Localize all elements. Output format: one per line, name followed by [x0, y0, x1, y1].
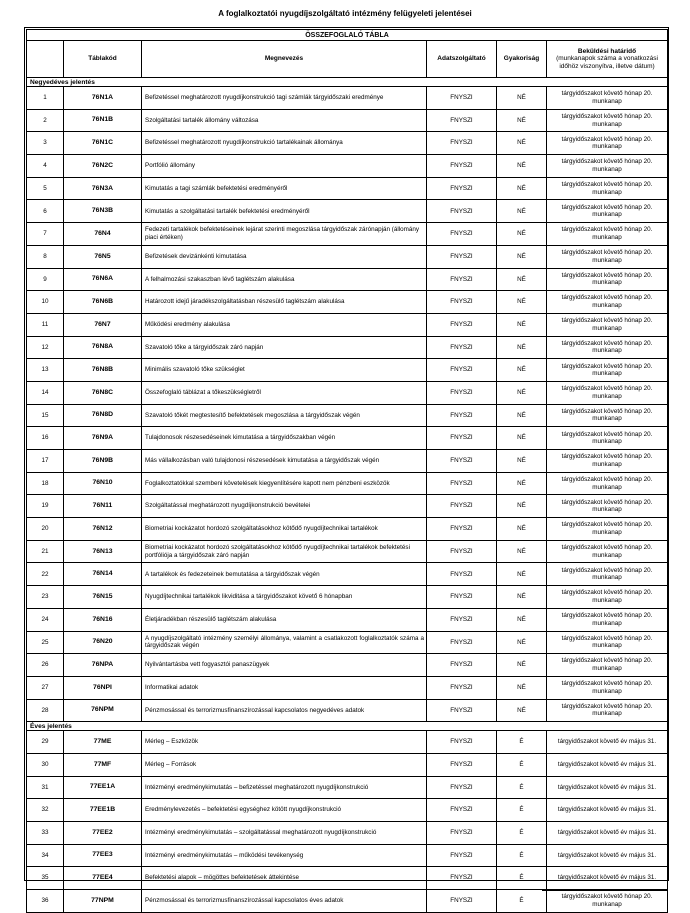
- table-name: Életjáradékban részesülő taglétszám alakulása: [142, 608, 427, 631]
- data-provider: FNYSZI: [427, 844, 497, 867]
- frequency: É: [497, 890, 547, 913]
- data-provider: FNYSZI: [427, 336, 497, 359]
- deadline: tárgyidőszakot követő év május 31.: [547, 844, 668, 867]
- table-name: Intézményi eredménykimutatás – működési tevékenység: [142, 844, 427, 867]
- data-provider: FNYSZI: [427, 654, 497, 677]
- table-name: Befizetéssel meghatározott nyugdíjkonstrukció tartalékainak állománya: [142, 132, 427, 155]
- table-row: [27, 799, 668, 822]
- table-code: 76N4: [64, 223, 142, 246]
- deadline: tárgyidőszakot követő hónap 20. munkanap: [547, 381, 668, 404]
- table-row: [27, 867, 668, 890]
- table-row: [27, 890, 668, 913]
- footer-rule: [542, 890, 668, 891]
- table-code: 76N5: [64, 245, 142, 268]
- row-number: 17: [27, 450, 64, 473]
- table-name: Informatikai adatok: [142, 676, 427, 699]
- deadline: tárgyidőszakot követő hónap 20. munkanap: [547, 291, 668, 314]
- table-name: Szolgáltatási tartalék állomány változása: [142, 109, 427, 132]
- table-row: [27, 822, 668, 845]
- deadline: tárgyidőszakot követő hónap 20. munkanap: [547, 654, 668, 677]
- frequency: NÉ: [497, 631, 547, 654]
- table-name: Szavatoló tőkét megtestesítő befektetések megoszlása a tárgyidőszak végén: [142, 404, 427, 427]
- table-name: Nyilvántartásba vett fogyasztói panaszügyek: [142, 654, 427, 677]
- frequency: NÉ: [497, 518, 547, 541]
- table-row: [27, 608, 668, 631]
- section-title: Negyedéves jelentés: [27, 78, 668, 87]
- data-provider: FNYSZI: [427, 381, 497, 404]
- frequency: NÉ: [497, 540, 547, 563]
- deadline: tárgyidőszakot követő hónap 20. munkanap: [547, 450, 668, 473]
- table-row: [27, 699, 668, 722]
- table-code: 76NPA: [64, 654, 142, 677]
- table-code: 76N8A: [64, 336, 142, 359]
- header-deadline: [547, 41, 668, 78]
- data-provider: FNYSZI: [427, 631, 497, 654]
- data-provider: FNYSZI: [427, 586, 497, 609]
- table-row: [27, 155, 668, 178]
- table-name: Mérleg – Eszközök: [142, 731, 427, 754]
- deadline: tárgyidőszakot követő hónap 20. munkanap: [547, 109, 668, 132]
- frequency: É: [497, 753, 547, 776]
- table-row: [27, 291, 668, 314]
- row-number: 3: [27, 132, 64, 155]
- table-name: Működési eredmény alakulása: [142, 313, 427, 336]
- table-code: 76N11: [64, 495, 142, 518]
- frequency: NÉ: [497, 155, 547, 178]
- table-row: [27, 404, 668, 427]
- row-number: 30: [27, 753, 64, 776]
- frequency: É: [497, 776, 547, 799]
- row-number: 22: [27, 563, 64, 586]
- deadline: tárgyidőszakot követő hónap 20. munkanap: [547, 563, 668, 586]
- row-number: 16: [27, 427, 64, 450]
- data-provider: FNYSZI: [427, 313, 497, 336]
- row-number: 24: [27, 608, 64, 631]
- data-provider: FNYSZI: [427, 245, 497, 268]
- data-provider: FNYSZI: [427, 890, 497, 913]
- row-number: 6: [27, 200, 64, 223]
- header-deadline-subtitle: (munkanapok száma a vonatkozási időhöz viszonyítva, illetve dátum): [556, 55, 658, 70]
- row-number: 27: [27, 676, 64, 699]
- deadline: tárgyidőszakot követő hónap 20. munkanap: [547, 87, 668, 110]
- data-provider: FNYSZI: [427, 563, 497, 586]
- data-provider: FNYSZI: [427, 177, 497, 200]
- row-number: 12: [27, 336, 64, 359]
- section-title: Éves jelentés: [27, 722, 668, 731]
- table-name: Foglalkoztatókkal szembeni követelések kiegyenlítésére kapott nem pénzbeni eszközök: [142, 472, 427, 495]
- deadline: tárgyidőszakot követő hónap 20. munkanap: [547, 245, 668, 268]
- table-code: 76N1A: [64, 87, 142, 110]
- table-row: [27, 676, 668, 699]
- deadline: tárgyidőszakot követő hónap 20. munkanap: [547, 132, 668, 155]
- row-number: 34: [27, 844, 64, 867]
- data-provider: FNYSZI: [427, 495, 497, 518]
- table-row: [27, 313, 668, 336]
- table-row: [27, 495, 668, 518]
- row-number: 31: [27, 776, 64, 799]
- frequency: É: [497, 731, 547, 754]
- row-number: 2: [27, 109, 64, 132]
- table-code: 77EE2: [64, 822, 142, 845]
- frequency: É: [497, 799, 547, 822]
- row-number: 29: [27, 731, 64, 754]
- deadline: tárgyidőszakot követő hónap 20. munkanap: [547, 427, 668, 450]
- deadline: tárgyidőszakot követő hónap 20. munkanap: [547, 890, 668, 913]
- page-title: A foglalkoztatói nyugdíjszolgáltató intézmény felügyeleti jelentései: [218, 9, 472, 18]
- data-provider: FNYSZI: [427, 518, 497, 541]
- table-body: [27, 78, 668, 913]
- table-name: Kimutatás a szolgáltatási tartalék befektetési eredményéről: [142, 200, 427, 223]
- frequency: NÉ: [497, 381, 547, 404]
- table-name: Más vállalkozásban való tulajdonosi részesedések kimutatása a tárgyidőszak végén: [142, 450, 427, 473]
- row-number: 10: [27, 291, 64, 314]
- table-name: Nyugdíjtechnikai tartalékok likviditása a tárgyidőszakot követő 6 hónapban: [142, 586, 427, 609]
- row-number: 13: [27, 359, 64, 382]
- row-number: 26: [27, 654, 64, 677]
- table-row: [27, 731, 668, 754]
- frequency: NÉ: [497, 223, 547, 246]
- table-name: Minimális szavatoló tőke szükséglet: [142, 359, 427, 382]
- table-code: 76N16: [64, 608, 142, 631]
- row-number: 8: [27, 245, 64, 268]
- deadline: tárgyidőszakot követő hónap 20. munkanap: [547, 223, 668, 246]
- table-code: 77ME: [64, 731, 142, 754]
- frequency: NÉ: [497, 313, 547, 336]
- frequency: NÉ: [497, 132, 547, 155]
- frequency: É: [497, 867, 547, 890]
- table-row: [27, 200, 668, 223]
- table-name: Eredménylevezetés – befektetési egységhez kötött nyugdíjkonstrukció: [142, 799, 427, 822]
- table-row: [27, 518, 668, 541]
- header-provider: Adatszolgáltató: [427, 41, 497, 78]
- row-number: 20: [27, 518, 64, 541]
- table-name: Biometriai kockázatot hordozó szolgáltatásokhoz kötődő nyugdíjtechnikai tartalékok befektetési portfóliója a tárgyidőszak záró napján: [142, 540, 427, 563]
- deadline: tárgyidőszakot követő év május 31.: [547, 731, 668, 754]
- table-name: Biometriai kockázatot hordozó szolgáltatásokhoz kötődő nyugdíjtechnikai tartalékok: [142, 518, 427, 541]
- table-row: [27, 245, 668, 268]
- header-code: Táblakód: [64, 41, 142, 78]
- data-provider: FNYSZI: [427, 731, 497, 754]
- table-row: [27, 223, 668, 246]
- data-provider: FNYSZI: [427, 87, 497, 110]
- data-provider: FNYSZI: [427, 427, 497, 450]
- table-row: [27, 540, 668, 563]
- frequency: NÉ: [497, 200, 547, 223]
- table-code: 76NPI: [64, 676, 142, 699]
- data-provider: FNYSZI: [427, 699, 497, 722]
- table-row: [27, 563, 668, 586]
- table-code: 76N14: [64, 563, 142, 586]
- frequency: NÉ: [497, 336, 547, 359]
- deadline: tárgyidőszakot követő hónap 20. munkanap: [547, 404, 668, 427]
- row-number: 15: [27, 404, 64, 427]
- row-number: 14: [27, 381, 64, 404]
- data-provider: FNYSZI: [427, 200, 497, 223]
- table-code: 76N13: [64, 540, 142, 563]
- table-row: [27, 631, 668, 654]
- table-name: Mérleg – Források: [142, 753, 427, 776]
- data-provider: FNYSZI: [427, 223, 497, 246]
- frequency: NÉ: [497, 404, 547, 427]
- table-code: 76N7: [64, 313, 142, 336]
- table-row: [27, 776, 668, 799]
- data-provider: FNYSZI: [427, 799, 497, 822]
- row-number: 7: [27, 223, 64, 246]
- table-name: Pénzmosással és terrorizmusfinanszírozással kapcsolatos éves adatok: [142, 890, 427, 913]
- table-row: [27, 336, 668, 359]
- frequency: É: [497, 844, 547, 867]
- frequency: NÉ: [497, 586, 547, 609]
- table-code: 76N1B: [64, 109, 142, 132]
- deadline: tárgyidőszakot követő hónap 20. munkanap: [547, 472, 668, 495]
- data-provider: FNYSZI: [427, 753, 497, 776]
- table-caption: ÖSSZEFOGLALÓ TÁBLA: [27, 30, 668, 41]
- table-name: Tulajdonosok részesedéseinek kimutatása a tárgyidőszakban végén: [142, 427, 427, 450]
- table-code: 76N6A: [64, 268, 142, 291]
- frequency: NÉ: [497, 291, 547, 314]
- frequency: NÉ: [497, 495, 547, 518]
- table-code: 77EE1A: [64, 776, 142, 799]
- data-provider: FNYSZI: [427, 676, 497, 699]
- table-name: Intézményi eredménykimutatás – szolgáltatással meghatározott nyugdíjkonstrukció: [142, 822, 427, 845]
- data-provider: FNYSZI: [427, 404, 497, 427]
- deadline: tárgyidőszakot követő hónap 20. munkanap: [547, 699, 668, 722]
- table-name: Fedezeti tartalékok befektetéseinek lejárat szerinti megoszlása tárgyidőszak zárónapján (állomány piaci értéken): [142, 223, 427, 246]
- deadline: tárgyidőszakot követő hónap 20. munkanap: [547, 359, 668, 382]
- table-code: 76N6B: [64, 291, 142, 314]
- section-row: [27, 78, 668, 87]
- table-row: [27, 753, 668, 776]
- frequency: NÉ: [497, 608, 547, 631]
- frequency: NÉ: [497, 699, 547, 722]
- frequency: NÉ: [497, 359, 547, 382]
- data-provider: FNYSZI: [427, 291, 497, 314]
- table-code: 76N3B: [64, 200, 142, 223]
- table-name: Szolgáltatással meghatározott nyugdíjkonstrukció bevételei: [142, 495, 427, 518]
- table-code: 76N8B: [64, 359, 142, 382]
- table-row: [27, 268, 668, 291]
- header-name: Megnevezés: [142, 41, 427, 78]
- frequency: NÉ: [497, 245, 547, 268]
- deadline: tárgyidőszakot követő év május 31.: [547, 822, 668, 845]
- deadline: tárgyidőszakot követő hónap 20. munkanap: [547, 540, 668, 563]
- row-number: 35: [27, 867, 64, 890]
- header-deadline-title: Beküldési határidő: [577, 47, 637, 55]
- table-code: 77EE3: [64, 844, 142, 867]
- row-number: 5: [27, 177, 64, 200]
- table-code: 76N12: [64, 518, 142, 541]
- deadline: tárgyidőszakot követő év május 31.: [547, 867, 668, 890]
- data-provider: FNYSZI: [427, 268, 497, 291]
- data-provider: FNYSZI: [427, 132, 497, 155]
- frequency: NÉ: [497, 563, 547, 586]
- table-code: 77NPM: [64, 890, 142, 913]
- table-name: Pénzmosással és terrorizmusfinanszírozással kapcsolatos negyedéves adatok: [142, 699, 427, 722]
- table-name: Összefoglaló táblázat a tőkeszükségletről: [142, 381, 427, 404]
- table-row: [27, 132, 668, 155]
- table-name: Portfólió állomány: [142, 155, 427, 178]
- data-provider: FNYSZI: [427, 867, 497, 890]
- table-code: 76N3A: [64, 177, 142, 200]
- table-code: 77EE1B: [64, 799, 142, 822]
- data-provider: FNYSZI: [427, 109, 497, 132]
- row-number: 19: [27, 495, 64, 518]
- deadline: tárgyidőszakot követő év május 31.: [547, 753, 668, 776]
- table-code: 76N9B: [64, 450, 142, 473]
- frequency: NÉ: [497, 427, 547, 450]
- table-name: A nyugdíjszolgáltató intézmény személyi állománya, valamint a csatlakozott foglalkoztatók száma a tárgyidőszak végén: [142, 631, 427, 654]
- table-row: [27, 450, 668, 473]
- table-row: [27, 654, 668, 677]
- table-code: 76N1C: [64, 132, 142, 155]
- table-code: 76N15: [64, 586, 142, 609]
- table-name: Befizetések devizánkénti kimutatása: [142, 245, 427, 268]
- deadline: tárgyidőszakot követő hónap 20. munkanap: [547, 336, 668, 359]
- table-code: 76N10: [64, 472, 142, 495]
- row-number: 21: [27, 540, 64, 563]
- data-provider: FNYSZI: [427, 450, 497, 473]
- data-provider: FNYSZI: [427, 608, 497, 631]
- table-code: 76N9A: [64, 427, 142, 450]
- deadline: tárgyidőszakot követő hónap 20. munkanap: [547, 200, 668, 223]
- deadline: tárgyidőszakot követő hónap 20. munkanap: [547, 608, 668, 631]
- data-provider: FNYSZI: [427, 822, 497, 845]
- data-provider: FNYSZI: [427, 776, 497, 799]
- row-number: 4: [27, 155, 64, 178]
- table-row: [27, 359, 668, 382]
- data-provider: FNYSZI: [427, 472, 497, 495]
- table-code: 76N8C: [64, 381, 142, 404]
- table-code: 76N8D: [64, 404, 142, 427]
- table-code: 77MF: [64, 753, 142, 776]
- deadline: tárgyidőszakot követő hónap 20. munkanap: [547, 313, 668, 336]
- table-name: A tartalékok és fedezeteinek bemutatása a tárgyidőszak végén: [142, 563, 427, 586]
- deadline: tárgyidőszakot követő hónap 20. munkanap: [547, 177, 668, 200]
- deadline: tárgyidőszakot követő hónap 20. munkanap: [547, 518, 668, 541]
- frequency: NÉ: [497, 268, 547, 291]
- header-number: [27, 41, 64, 78]
- deadline: tárgyidőszakot követő hónap 20. munkanap: [547, 586, 668, 609]
- row-number: 32: [27, 799, 64, 822]
- deadline: tárgyidőszakot követő év május 31.: [547, 799, 668, 822]
- deadline: tárgyidőszakot követő hónap 20. munkanap: [547, 631, 668, 654]
- table-row: [27, 177, 668, 200]
- frequency: NÉ: [497, 109, 547, 132]
- table-name: Intézményi eredménykimutatás – befizetéssel meghatározott nyugdíjkonstrukció: [142, 776, 427, 799]
- frequency: NÉ: [497, 177, 547, 200]
- table-name: Határozott idejű járadékszolgáltatásban részesülő taglétszám alakulása: [142, 291, 427, 314]
- row-number: 9: [27, 268, 64, 291]
- table-name: Szavatoló tőke a tárgyidőszak záró napján: [142, 336, 427, 359]
- data-provider: FNYSZI: [427, 359, 497, 382]
- row-number: 1: [27, 87, 64, 110]
- data-provider: FNYSZI: [427, 540, 497, 563]
- summary-table: [26, 29, 668, 913]
- table-row: [27, 472, 668, 495]
- deadline: tárgyidőszakot követő hónap 20. munkanap: [547, 268, 668, 291]
- data-provider: FNYSZI: [427, 155, 497, 178]
- row-number: 28: [27, 699, 64, 722]
- deadline: tárgyidőszakot követő hónap 20. munkanap: [547, 676, 668, 699]
- table-code: 76N20: [64, 631, 142, 654]
- deadline: tárgyidőszakot követő hónap 20. munkanap: [547, 495, 668, 518]
- frequency: NÉ: [497, 87, 547, 110]
- frequency: NÉ: [497, 676, 547, 699]
- deadline: tárgyidőszakot követő év május 31.: [547, 776, 668, 799]
- table-row: [27, 427, 668, 450]
- frequency: NÉ: [497, 654, 547, 677]
- section-row: [27, 722, 668, 731]
- frequency: É: [497, 822, 547, 845]
- table-row: [27, 87, 668, 110]
- row-number: 36: [27, 890, 64, 913]
- frequency: NÉ: [497, 450, 547, 473]
- table-name: Kimutatás a tagi számlák befektetési eredményéről: [142, 177, 427, 200]
- deadline: tárgyidőszakot követő hónap 20. munkanap: [547, 155, 668, 178]
- table-code: 77EE4: [64, 867, 142, 890]
- row-number: 23: [27, 586, 64, 609]
- table-code: 76N2C: [64, 155, 142, 178]
- table-name: Befizetéssel meghatározott nyugdíjkonstrukció tagi számlák tárgyidőszaki eredménye: [142, 87, 427, 110]
- row-number: 18: [27, 472, 64, 495]
- table-name: Befektetési alapok – mögöttes befektetések áttekintése: [142, 867, 427, 890]
- frequency: NÉ: [497, 472, 547, 495]
- table-row: [27, 586, 668, 609]
- table-row: [27, 844, 668, 867]
- table-name: A felhalmozási szakaszban lévő taglétszám alakulása: [142, 268, 427, 291]
- table-row: [27, 381, 668, 404]
- row-number: 11: [27, 313, 64, 336]
- header-frequency: Gyakoriság: [497, 41, 547, 78]
- row-number: 33: [27, 822, 64, 845]
- row-number: 25: [27, 631, 64, 654]
- table-row: [27, 109, 668, 132]
- table-code: 76NPM: [64, 699, 142, 722]
